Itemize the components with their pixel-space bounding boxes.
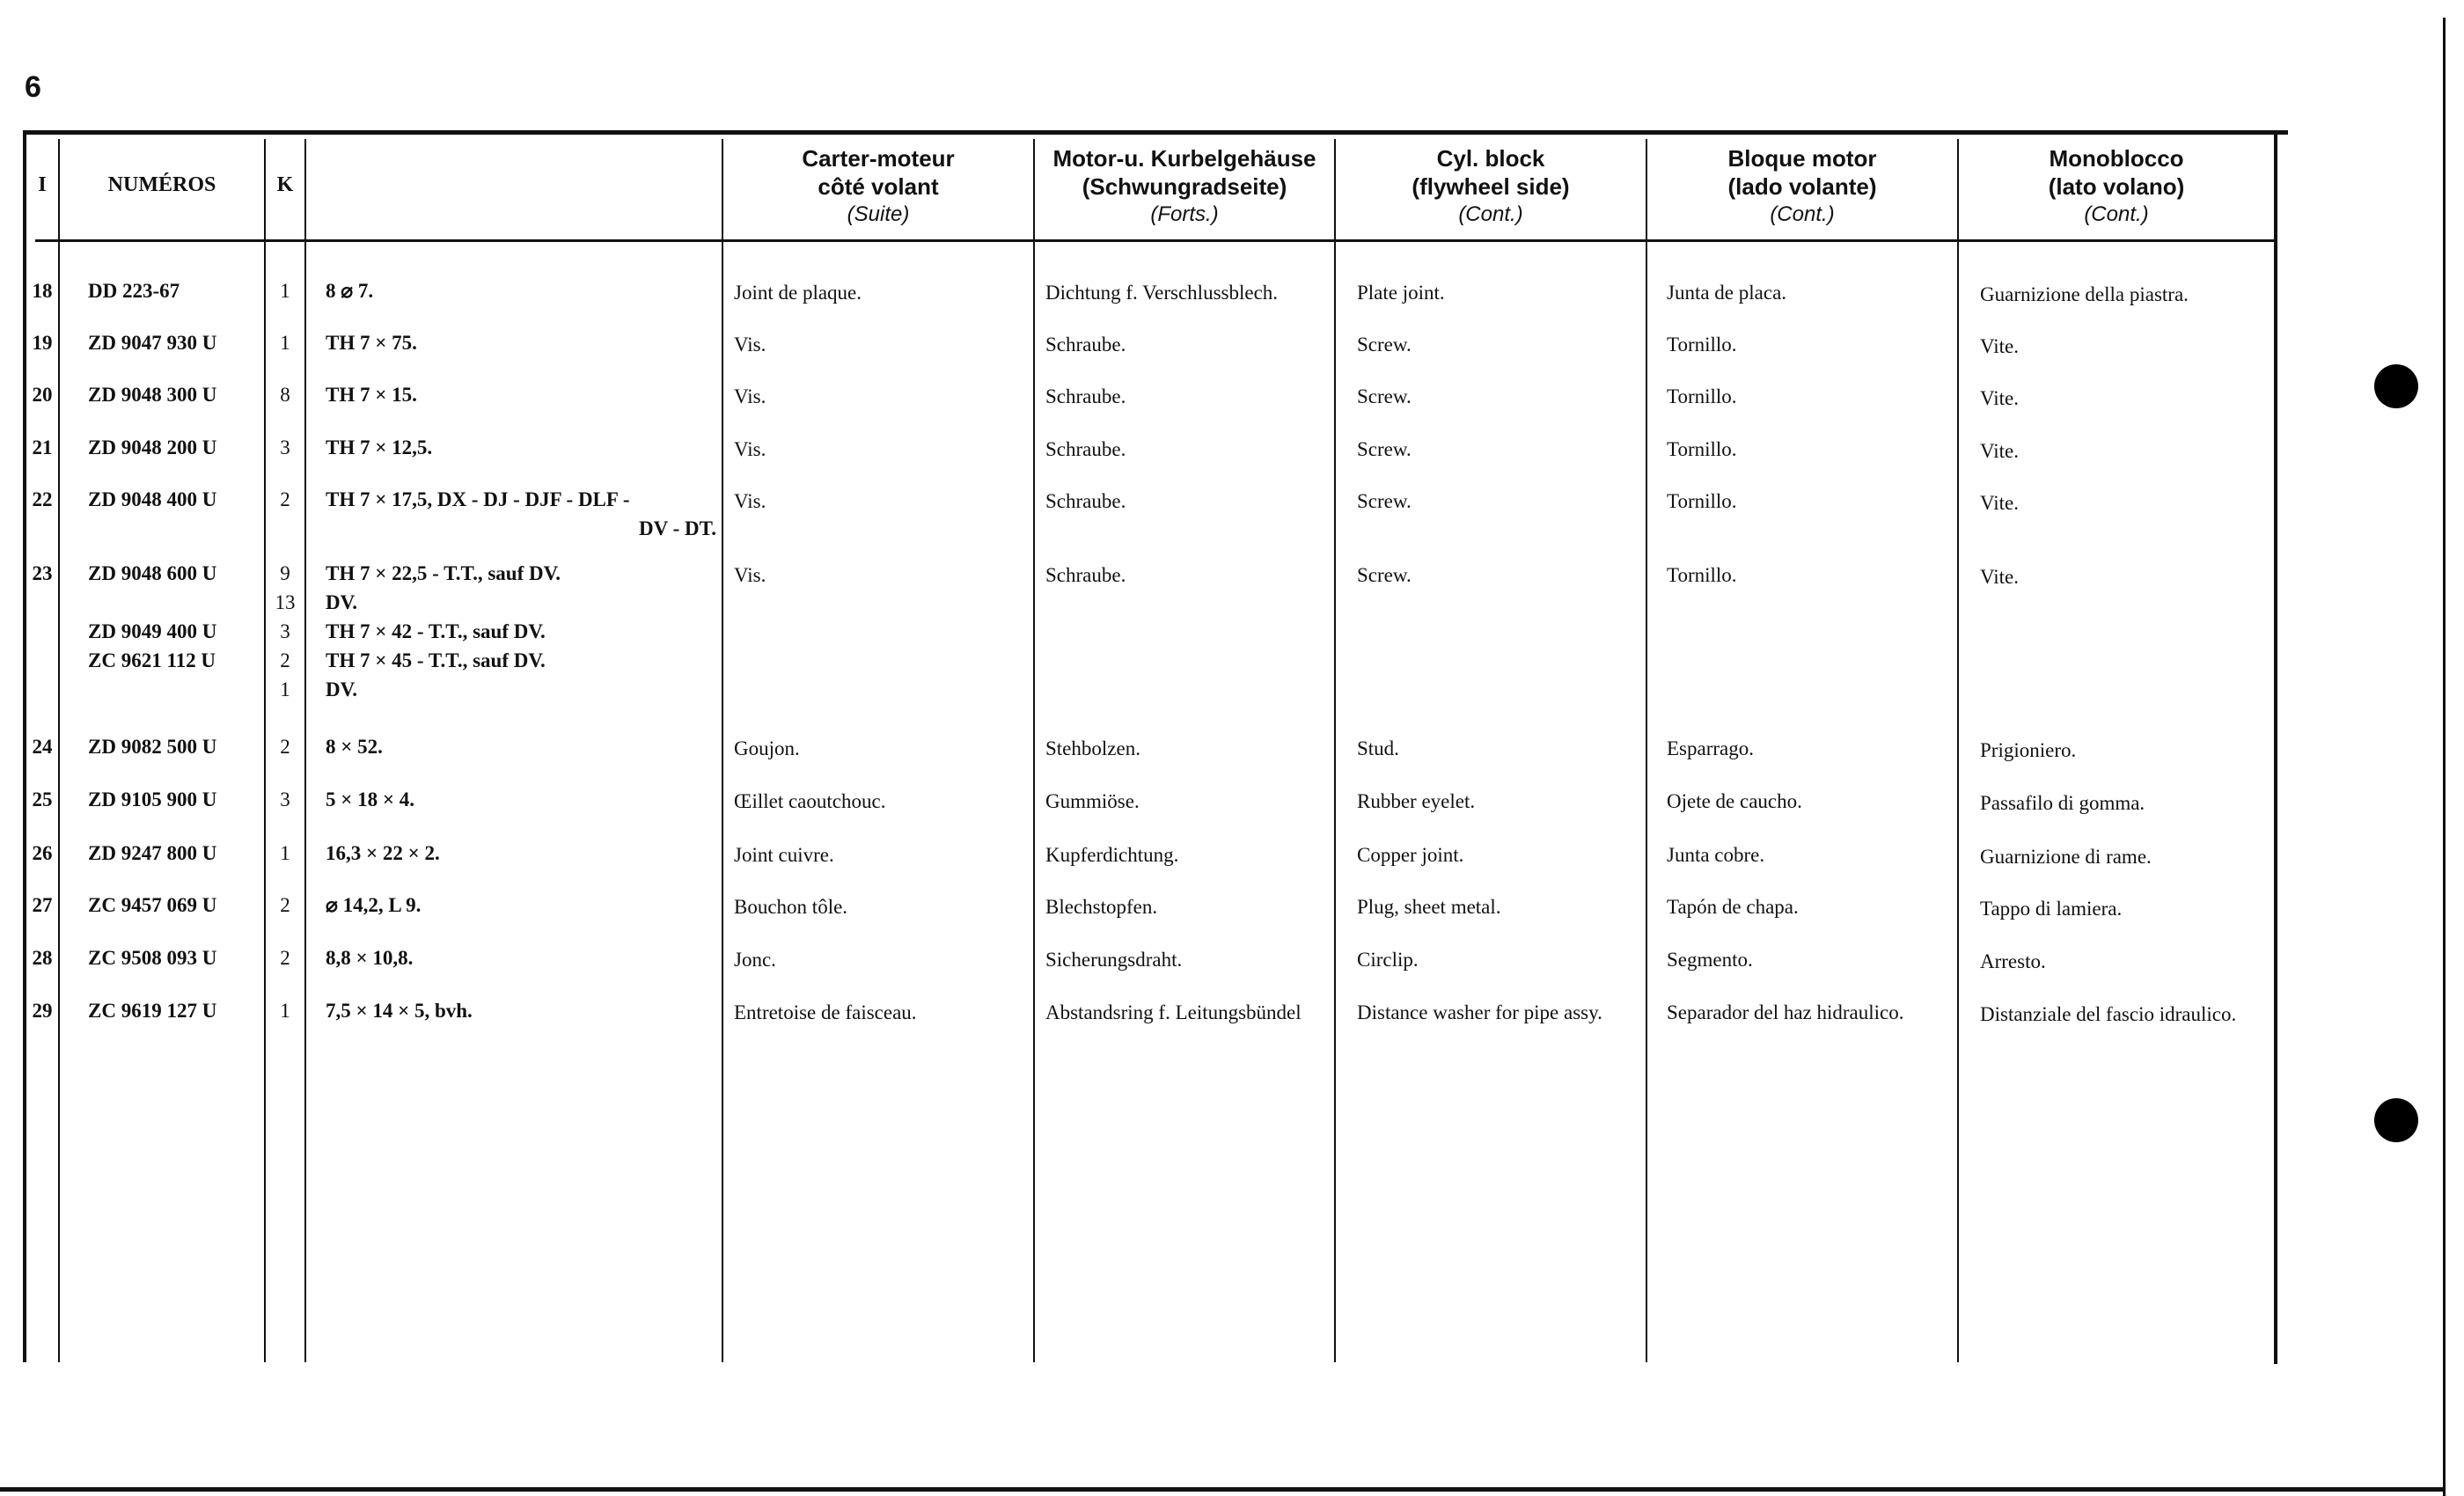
header-french-line2: côté volant <box>818 173 939 200</box>
description-italian: Vite. <box>1980 387 2019 409</box>
row-index: 27 <box>32 894 53 916</box>
description-italian: Guarnizione della piastra. <box>1980 283 2189 305</box>
description-english: Screw. <box>1357 385 1412 407</box>
specification: TH 7 × 45 - T.T., sauf DV. <box>326 649 546 671</box>
quantity: 13 <box>275 591 296 613</box>
description-french: Joint cuivre. <box>734 844 834 866</box>
description-spanish: Esparrago. <box>1667 737 1754 759</box>
header-spanish <box>1647 144 1957 229</box>
description-french: Vis. <box>734 564 766 586</box>
description-spanish: Junta de placa. <box>1667 282 1787 304</box>
description-spanish: Ojete de caucho. <box>1667 790 1802 812</box>
specification: TH 7 × 17,5, DX - DJ - DJF - DLF - <box>326 488 630 510</box>
specification: 8,8 × 10,8. <box>326 947 414 969</box>
specification: TH 7 × 42 - T.T., sauf DV. <box>326 620 546 642</box>
quantity: 1 <box>280 280 290 302</box>
description-german: Sicherungsdraht. <box>1045 949 1183 971</box>
description-french: Vis. <box>734 385 766 407</box>
description-german: Dichtung f. Verschlussblech. <box>1045 282 1279 304</box>
description-italian: Guarnizione di rame. <box>1980 846 2152 868</box>
header-french-line1: Carter-moteur <box>802 145 955 172</box>
header-english-line2: (flywheel side) <box>1412 173 1570 200</box>
description-german: Schraube. <box>1045 385 1126 407</box>
part-number: ZD 9049 400 U <box>88 620 217 642</box>
specification: TH 7 × 75. <box>326 332 417 354</box>
part-number: ZD 9048 300 U <box>88 384 217 406</box>
description-german: Schraube. <box>1045 490 1126 512</box>
description-spanish: Tornillo. <box>1667 438 1737 460</box>
description-spanish: Tornillo. <box>1667 564 1737 586</box>
description-italian: Prigioniero. <box>1980 739 2077 761</box>
part-number: ZD 9048 400 U <box>88 488 217 510</box>
specification-continued: DV - DT. <box>639 517 716 539</box>
description-spanish: Junta cobre. <box>1667 844 1765 866</box>
specification: TH 7 × 22,5 - T.T., sauf DV. <box>326 562 561 584</box>
description-french: Jonc. <box>734 949 776 971</box>
description-german: Kupferdichtung. <box>1045 844 1179 866</box>
divider-fr <box>1033 139 1035 1362</box>
specification: 5 × 18 × 4. <box>326 788 414 810</box>
description-german: Blechstopfen. <box>1045 896 1158 918</box>
description-english: Distance washer for pipe assy. <box>1357 1001 1602 1023</box>
divider-index <box>58 139 60 1362</box>
description-french: Vis. <box>734 490 766 512</box>
header-french <box>723 144 1033 229</box>
description-english: Rubber eyelet. <box>1357 790 1476 812</box>
header-numbers: NUMÉROS <box>107 173 216 196</box>
header-french-sub: (Suite) <box>847 202 910 226</box>
description-german: Schraube. <box>1045 438 1126 460</box>
quantity: 1 <box>280 332 290 354</box>
row-index: 25 <box>32 788 53 810</box>
description-german: Stehbolzen. <box>1045 737 1140 759</box>
quantity: 2 <box>280 488 290 510</box>
quantity: 9 <box>280 562 290 584</box>
header-italian <box>1959 144 2274 229</box>
part-number: ZD 9048 600 U <box>88 562 217 584</box>
specification: TH 7 × 12,5. <box>326 436 433 458</box>
specification: DV. <box>326 678 358 700</box>
header-spanish-sub: (Cont.) <box>1770 202 1835 226</box>
description-french: Bouchon tôle. <box>734 896 848 918</box>
row-index: 21 <box>32 436 53 458</box>
row-index: 18 <box>32 280 53 302</box>
quantity: 2 <box>280 947 290 969</box>
divider-spec <box>722 139 723 1362</box>
header-english <box>1336 144 1646 229</box>
header-english-line1: Cyl. block <box>1436 145 1545 172</box>
description-italian: Passafilo di gomma. <box>1980 792 2145 814</box>
description-spanish: Segmento. <box>1667 949 1753 971</box>
quantity: 2 <box>280 894 290 916</box>
description-french: Œillet caoutchouc. <box>734 790 886 812</box>
part-number: ZD 9048 200 U <box>88 436 217 458</box>
table-right-border <box>2274 132 2277 1364</box>
header-german <box>1035 144 1334 229</box>
description-spanish: Tornillo. <box>1667 385 1737 407</box>
header-spanish-line2: (lado volante) <box>1727 173 1877 200</box>
part-number: ZC 9621 112 U <box>88 649 216 671</box>
description-italian: Vite. <box>1980 492 2019 514</box>
description-spanish: Tapón de chapa. <box>1667 896 1799 918</box>
header-german-sub: (Forts.) <box>1150 202 1219 226</box>
quantity: 2 <box>280 649 290 671</box>
header-italian-line1: Monoblocco <box>2049 145 2184 172</box>
punch-hole-upper <box>2374 364 2418 408</box>
description-german: Gummiöse. <box>1045 790 1140 812</box>
row-index: 23 <box>32 562 53 584</box>
description-french: Vis. <box>734 334 766 356</box>
row-index: 20 <box>32 384 53 406</box>
header-index: I <box>38 173 47 196</box>
part-number: ZD 9047 930 U <box>88 332 217 354</box>
quantity: 1 <box>280 842 290 864</box>
part-number: ZC 9457 069 U <box>88 894 217 916</box>
table-top-border <box>23 130 2288 135</box>
row-index: 28 <box>32 947 53 969</box>
header-english-sub: (Cont.) <box>1458 202 1523 226</box>
header-qty: K <box>276 173 294 196</box>
description-spanish: Separador del haz hidraulico. <box>1667 1001 1904 1023</box>
header-german-line2: (Schwungradseite) <box>1082 173 1287 200</box>
part-number: ZD 9082 500 U <box>88 736 217 758</box>
description-italian: Tappo di lamiera. <box>1980 898 2123 920</box>
row-index: 22 <box>32 488 53 510</box>
header-italian-line2: (lato volano) <box>2048 173 2185 200</box>
header-spanish-line1: Bloque motor <box>1727 145 1877 172</box>
row-index: 24 <box>32 736 53 758</box>
specification: 7,5 × 14 × 5, bvh. <box>326 1000 473 1022</box>
divider-qty <box>304 139 306 1362</box>
description-english: Screw. <box>1357 438 1412 460</box>
specification: ⌀ 14,2, L 9. <box>326 894 422 916</box>
header-italian-sub: (Cont.) <box>2084 202 2149 226</box>
page-number: 6 <box>25 70 41 104</box>
description-english: Plate joint. <box>1357 282 1445 304</box>
quantity: 8 <box>280 384 290 406</box>
quantity: 3 <box>280 788 290 810</box>
description-german: Schraube. <box>1045 334 1126 356</box>
quantity: 3 <box>280 620 290 642</box>
description-french: Vis. <box>734 438 766 460</box>
description-french: Entretoise de faisceau. <box>734 1001 917 1023</box>
part-number: ZC 9619 127 U <box>88 1000 217 1022</box>
part-number: ZD 9105 900 U <box>88 788 217 810</box>
description-french: Joint de plaque. <box>734 282 862 304</box>
description-german: Abstandsring f. Leitungsbündel <box>1045 1001 1302 1023</box>
specification: 8 ⌀ 7. <box>326 280 374 302</box>
quantity: 1 <box>280 1000 290 1022</box>
description-italian: Distanziale del fascio idraulico. <box>1980 1003 2237 1025</box>
divider-de <box>1334 139 1336 1362</box>
quantity: 1 <box>280 678 290 700</box>
bottom-page-edge <box>0 1487 2446 1492</box>
header-bottom-border <box>35 239 2276 242</box>
description-german: Schraube. <box>1045 564 1126 586</box>
part-number: ZD 9247 800 U <box>88 842 217 864</box>
description-english: Copper joint. <box>1357 844 1464 866</box>
quantity: 3 <box>280 436 290 458</box>
row-index: 26 <box>32 842 53 864</box>
description-english: Plug, sheet metal. <box>1357 896 1501 918</box>
description-italian: Vite. <box>1980 440 2019 462</box>
description-italian: Vite. <box>1980 335 2019 357</box>
divider-en <box>1646 139 1647 1362</box>
quantity: 2 <box>280 736 290 758</box>
description-english: Screw. <box>1357 564 1412 586</box>
right-page-edge <box>2443 18 2446 1496</box>
divider-es <box>1957 139 1959 1362</box>
part-number: ZC 9508 093 U <box>88 947 217 969</box>
part-number: DD 223-67 <box>88 280 180 302</box>
row-index: 19 <box>32 332 53 354</box>
punch-hole-lower <box>2374 1098 2418 1142</box>
header-german-line1: Motor-u. Kurbelgehäuse <box>1052 145 1316 172</box>
description-english: Screw. <box>1357 490 1412 512</box>
description-spanish: Tornillo. <box>1667 490 1737 512</box>
specification: DV. <box>326 591 358 613</box>
row-index: 29 <box>32 1000 53 1022</box>
description-italian: Arresto. <box>1980 950 2046 972</box>
description-italian: Vite. <box>1980 566 2019 588</box>
description-english: Circlip. <box>1357 949 1419 971</box>
specification: 8 × 52. <box>326 736 383 758</box>
description-english: Stud. <box>1357 737 1399 759</box>
specification: TH 7 × 15. <box>326 384 417 406</box>
description-french: Goujon. <box>734 737 800 759</box>
description-english: Screw. <box>1357 334 1412 356</box>
specification: 16,3 × 22 × 2. <box>326 842 440 864</box>
description-spanish: Tornillo. <box>1667 334 1737 356</box>
